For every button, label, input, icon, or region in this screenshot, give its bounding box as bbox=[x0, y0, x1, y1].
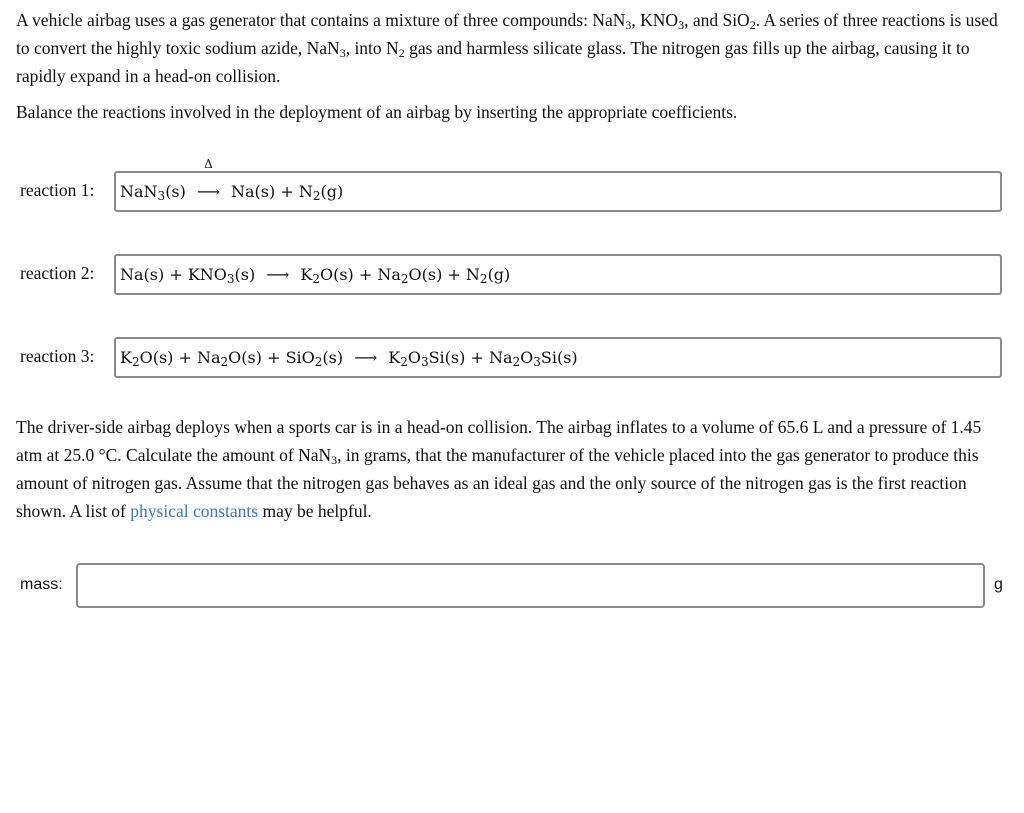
reaction-2-label: reaction 2: bbox=[20, 263, 95, 283]
physical-constants-link[interactable]: physical constants bbox=[130, 501, 259, 521]
instruction-text: Balance the reactions involved in the deployment of an airbag by inserting the appropriate coefficients. bbox=[16, 102, 738, 122]
reaction-3-label: reaction 3: bbox=[20, 346, 95, 366]
reaction-2-arrow: ⟶ bbox=[266, 265, 290, 284]
reaction-3-arrow: ⟶ bbox=[354, 348, 378, 367]
reaction-3-field[interactable]: $K_2O(s) + Na_2O(s) + SiO_2(s)$ ⟶ $K_2O_3Si(s) + Na_2O_3Si(s)$ bbox=[114, 337, 1002, 378]
mass-unit: g bbox=[994, 576, 1003, 593]
mass-input[interactable] bbox=[76, 563, 985, 608]
reaction-1-field[interactable]: NaN$_3$(s) Δ ⟶ $Na(s) + N_2(g)$ bbox=[114, 171, 1002, 212]
problem-paragraph: The driver-side airbag deploys when a sports car is in a head-on collision. The airbag inflates to a volume of 65.6 L and a pressure of 1.45 atm at 25.0 °C. Calculate the amount of NaN$_3$, in grams, that the manufacturer of the vehicle placed into the gas generator to produce this amount of nitrogen gas. Assume that the nitrogen gas behaves as an ideal gas and the only source of the nitrogen gas is the first reaction shown. A list of physical constants may be helpful. bbox=[16, 417, 982, 521]
reaction-1-label: reaction 1: bbox=[20, 180, 95, 200]
intro-paragraph: A vehicle airbag uses a gas generator that contains a mixture of three compounds: NaN$_3$, $KNO_3$, and SiO$_2$. A series of three reactions is used to convert the highly toxic sodium azide, NaN$_3$, into $N_2$ gas and harmless silicate glass. The nitrogen gas fills up the airbag, causing it to rapidly expand in a head-on collision. bbox=[16, 10, 998, 86]
reaction-2-field[interactable]: $Na(s) + KNO_3(s)$ ⟶ $K_2O(s) + Na_2O(s) + N_2(g)$ bbox=[114, 254, 1002, 295]
mass-label: mass: bbox=[20, 576, 63, 593]
reaction-1-arrow: Δ ⟶ bbox=[196, 157, 220, 201]
